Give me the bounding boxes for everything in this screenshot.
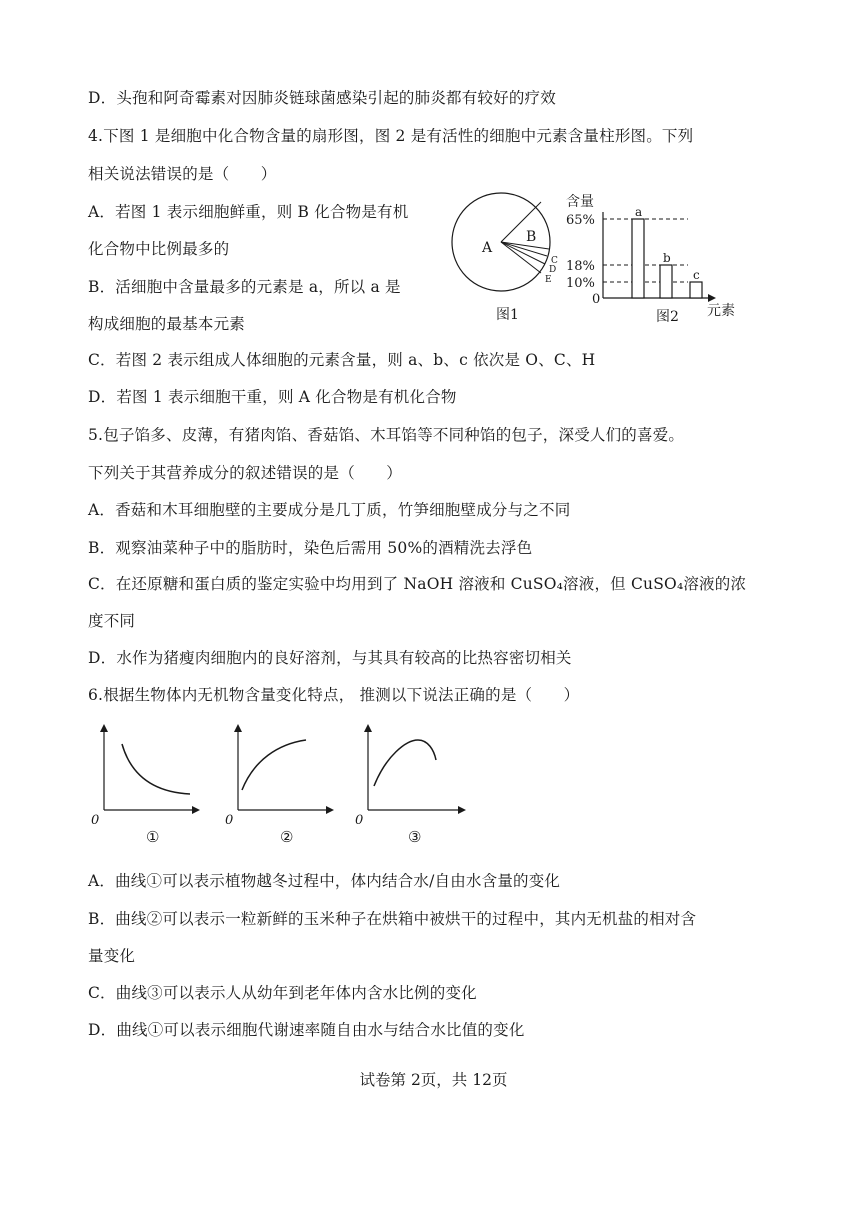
curve-graph-3 — [352, 720, 470, 848]
origin-label: 0 — [225, 813, 234, 828]
bar-b — [660, 265, 672, 298]
q5-option-c: C．在还原糖和蛋白质的鉴定实验中均用到了 NaOH 溶液和 CuSO₄溶液，但 CuSO₄溶液的浓 — [88, 575, 747, 593]
q6-option-d: D．曲线①可以表示细胞代谢速率随自由水与结合水比值的变化 — [88, 1021, 525, 1039]
y-axis-label: 含量 — [566, 194, 594, 210]
figure-1-caption: 图1 — [496, 307, 519, 322]
q5-option-b: B．观察油菜种子中的脂肪时，染色后需用 50%的酒精洗去浮色 — [88, 539, 533, 557]
pie-label-b: B — [526, 229, 537, 245]
curve-3-label: ③ — [408, 828, 422, 846]
q5-option-d: D．水作为猪瘦肉细胞内的良好溶剂，与其具有较高的比热容密切相关 — [88, 649, 572, 667]
q4-option-a: A．若图 1 表示细胞鲜重，则 B 化合物是有机 — [88, 203, 409, 221]
q3-option-d: D．头孢和阿奇霉素对因肺炎链球菌感染引起的肺炎都有较好的疗效 — [88, 89, 556, 107]
q5-option-a: A．香菇和木耳细胞壁的主要成分是几丁质，竹笋细胞壁成分与之不同 — [88, 501, 571, 519]
q4-option-c: C．若图 2 表示组成人体细胞的元素含量，则 a、b、c 依次是 O、C、H — [88, 351, 596, 369]
bar-label-c: c — [693, 268, 700, 282]
figure-1-pie — [448, 192, 578, 322]
figure-2-bar-chart — [560, 190, 750, 324]
origin-label: 0 — [91, 813, 100, 828]
origin-label: 0 — [355, 813, 364, 828]
q5-stem-cont: 下列关于其营养成分的叙述错误的是（ ） — [88, 464, 403, 482]
curve-graph-1 — [88, 720, 203, 848]
bar-c — [690, 282, 702, 298]
y-tick-label: 18% — [566, 259, 595, 274]
q4-stem: 4.下图 1 是细胞中化合物含量的扇形图，图 2 是有活性的细胞中元素含量柱形图。下列 — [88, 127, 694, 145]
curve-2-label: ② — [280, 828, 294, 846]
q4-option-b-cont: 构成细胞的最基本元素 — [88, 315, 246, 333]
q6-stem: 6.根据生物体内无机物含量变化特点， 推测以下说法正确的是（ ） — [88, 686, 580, 704]
pie-label-e: E — [545, 275, 552, 285]
q5-stem: 5.包子馅多、皮薄，有猪肉馅、香菇馅、木耳馅等不同种馅的包子，深受人们的喜爱。 — [88, 426, 685, 444]
q6-option-b-cont: 量变化 — [88, 947, 136, 965]
figure-2-caption: 图2 — [656, 309, 679, 324]
y-tick-label: 10% — [566, 276, 595, 291]
q6-option-a: A．曲线①可以表示植物越冬过程中，体内结合水/自由水含量的变化 — [88, 872, 561, 890]
page-footer: 试卷第 2页，共 12页 — [359, 1071, 508, 1089]
curve-graph-2 — [222, 720, 337, 848]
q4-option-d: D．若图 1 表示细胞干重，则 A 化合物是有机化合物 — [88, 388, 457, 406]
pie-label-a: A — [482, 240, 493, 256]
q5-option-c-cont: 度不同 — [88, 612, 136, 630]
curve-1-label: ① — [146, 828, 160, 846]
pie-label-d: D — [549, 265, 557, 275]
q4-stem-cont: 相关说法错误的是（ ） — [88, 165, 277, 183]
q4-option-a-cont: 化合物中比例最多的 — [88, 240, 230, 258]
bar-a — [632, 219, 644, 298]
bar-label-b: b — [663, 251, 671, 265]
pie-label-c: C — [551, 256, 558, 266]
y-tick-label: 0 — [592, 292, 601, 307]
q6-option-b: B．曲线②可以表示一粒新鲜的玉米种子在烘箱中被烘干的过程中，其内无机盐的相对含 — [88, 910, 697, 928]
x-axis-label: 元素 — [707, 303, 735, 319]
q4-option-b: B．活细胞中含量最多的元素是 a，所以 a 是 — [88, 278, 401, 296]
y-tick-label: 65% — [566, 213, 595, 228]
q6-option-c: C．曲线③可以表示人从幼年到老年体内含水比例的变化 — [88, 984, 477, 1002]
bar-label-a: a — [635, 205, 643, 219]
